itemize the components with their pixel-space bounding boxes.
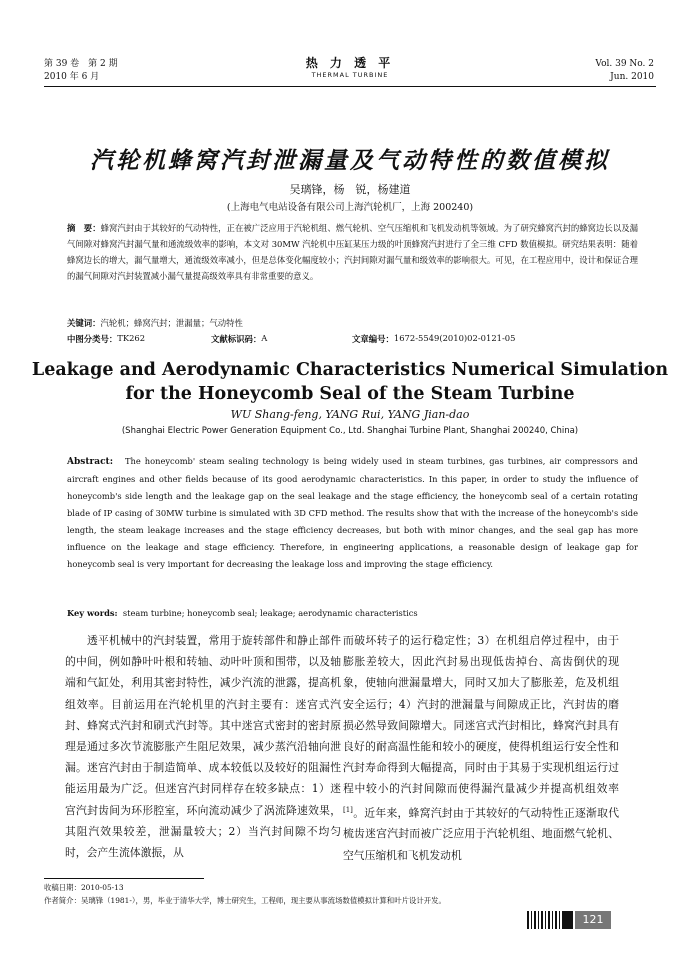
title-en-line2: for the Honeycomb Seal of the Steam Turbine: [125, 384, 575, 404]
date-en: Jun. 2010: [610, 72, 654, 82]
abstract-cn-label: 摘 要：: [67, 223, 101, 233]
article-no-value: 1672-5549(2010)02-0121-05: [393, 333, 516, 343]
keywords-en: [67, 608, 418, 618]
authors-cn: 吴璃锋，杨 锐，杨建道: [289, 183, 411, 196]
page-marker-block: [562, 911, 573, 929]
body-column-right: [343, 630, 619, 866]
clc-value: TK262: [117, 333, 146, 343]
footnote-rule: [44, 878, 204, 879]
paper-title-en: [0, 358, 700, 406]
title-en-line1: Leakage and Aerodynamic Characteristics Numerical Simulation: [31, 360, 669, 380]
keywords-cn: [67, 317, 243, 329]
date-cn: 2010 年 6 月: [44, 72, 100, 82]
header-rule: [44, 86, 656, 87]
keywords-cn-label: 关键词：: [67, 318, 101, 328]
journal-masthead: [270, 56, 430, 79]
paper-title-cn: 汽轮机蜂窝汽封泄漏量及气动特性的数值模拟: [90, 147, 610, 174]
abstract-en-label: Abstract:: [67, 457, 114, 467]
footnote-received: 收稿日期：2010-05-13: [44, 883, 124, 892]
abstract-cn: [67, 220, 638, 284]
header-left: [44, 58, 118, 84]
volume-en: Vol. 39 No. 2: [595, 59, 654, 69]
doc-code-value: A: [261, 333, 268, 343]
citation-ref: [1]: [343, 805, 353, 814]
doc-code-label: 文献标识码：: [211, 334, 262, 344]
page-marker-stripes: [527, 911, 561, 929]
journal-name-en: THERMAL TURBINE: [311, 71, 389, 79]
clc-label: 中图分类号：: [67, 334, 118, 344]
article-no-label: 文章编号：: [352, 334, 394, 344]
body-column-left: 透平机械中的汽封装置，常用于旋转部件和静止部件的中间，例如静叶叶根和转轴、动叶叶顶和围带，以及轴端和气缸处，利用其密封特性，减少汽流的泄露，提高机组效率。目前运用在汽轮机里的汽封主要有：迷宫式汽封、蜂窝式汽封和刷式汽封等。其中迷宫式密封的密封原理是通过多次节流膨胀产生阻尼效果，减少蒸汽沿轴向泄漏。迷宫汽封由于制造简单、成本较低以及较好的阻漏性能运用最为广泛。但迷宫汽封同样存在较多缺点：1）迷宫汽封齿间为环形腔室，环向流动减少了涡流降速效果，其阻汽效果较差，泄漏量较大；2）当汽封间隙不均匀时，会产生流体激振，从: [65, 634, 341, 860]
keywords-en-label: Key words:: [67, 608, 118, 618]
affiliation-cn: (上海电气电站设备有限公司上海汽轮机厂，上海 200240): [226, 202, 474, 213]
journal-name-cn: 热 力 透 平: [305, 56, 395, 70]
page-number: 121: [575, 911, 611, 929]
body-right-text-2: 。近年来，蜂窝汽封由于其较好的气动特性正逐渐取代梳齿迷宫汽封而被广泛应用于汽轮机组、地面燃气轮机、空气压缩机和飞机发动机: [343, 806, 619, 862]
keywords-en-text: steam turbine; honeycomb seal; leakage; aerodynamic characteristics: [122, 608, 418, 618]
volume-cn: 第 39 卷 第 2 期: [44, 59, 118, 69]
abstract-cn-text: 蜂窝汽封由于其较好的气动特性，正在被广泛应用于汽轮机组、燃气轮机、空气压缩机和飞机发动机等领域。为了研究蜂窝汽封的蜂窝边长以及漏气间隙对蜂窝汽封漏气量和通流级效率的影响，本文对 30MW 汽轮机中压缸某压力级的叶顶蜂窝汽封进行了全三维 CFD 数值模拟。研究结果表明：随着蜂窝边长的增大，漏气量增大，通流级效率减小，但是总体变化幅度较小；汽封间隙对漏气量和级效率的影响很大。可见，在工程应用中，设计和保证合理的漏气间隙对汽封装置减小漏气量提高级效率具有非常重要的意义。: [67, 223, 638, 282]
abstract-en: [67, 453, 638, 573]
affiliation-en: (Shanghai Electric Power Generation Equipment Co., Ltd. Shanghai Turbine Plant, Shanghai 200240, China): [121, 426, 579, 436]
footnote-author: 作者简介：吴璃锋（1981-），男，毕业于清华大学，博士研究生，工程师，现主要从事流场数值模拟计算和叶片设计开发。: [44, 896, 446, 905]
body-right-text-1: 而破坏转子的运行稳定性；3）在机组启停过程中，由于膨胀差较大，因此汽封易出现低齿掉台、高齿倒伏的现象，使轴向泄漏量增大，同时又加大了膨胀差，危及机组安全运行；4）汽封的泄漏量与间隙成正比，汽封齿的磨损必然导致间隙增大。同迷宫式汽封相比，蜂窝汽封具有良好的耐高温性能和较小的硬度，使得机组运行安全性和汽封寿命得到大幅提高，同时由于其易于实现机组运行过程中较小的汽封间隙而使得漏汽量减少并提高机组效率: [343, 634, 619, 796]
authors-en: WU Shang-feng, YANG Rui, YANG Jian-dao: [230, 408, 470, 421]
header-right: [595, 58, 654, 84]
keywords-cn-text: 汽轮机；蜂窝汽封；泄漏量；气动特性: [100, 318, 243, 328]
abstract-en-text: The honeycomb' steam sealing technology is being widely used in steam turbines, gas turbines, air compressors and aircraft engines and other fields because of its good aerodynamic characteristics. In this paper, in order to study the influence of honeycomb's side length and the leakage gap on the seal leakage and the stage efficiency, the honeycomb seal of a certain rotating blade of IP casing of 30MW turbine is simulated with 3D CFD method. The results show that with the increase of the honeycomb's side length, the steam leakage increases and the stage efficiency decreases, but both with minor changes, and the seal gap has more influence on the leakage and stage efficiency. Therefore, in engineering applications, a reasonable design of leakage gap for honeycomb seal is very important for decreasing the leakage loss and improving the stage efficiency.: [67, 456, 638, 569]
